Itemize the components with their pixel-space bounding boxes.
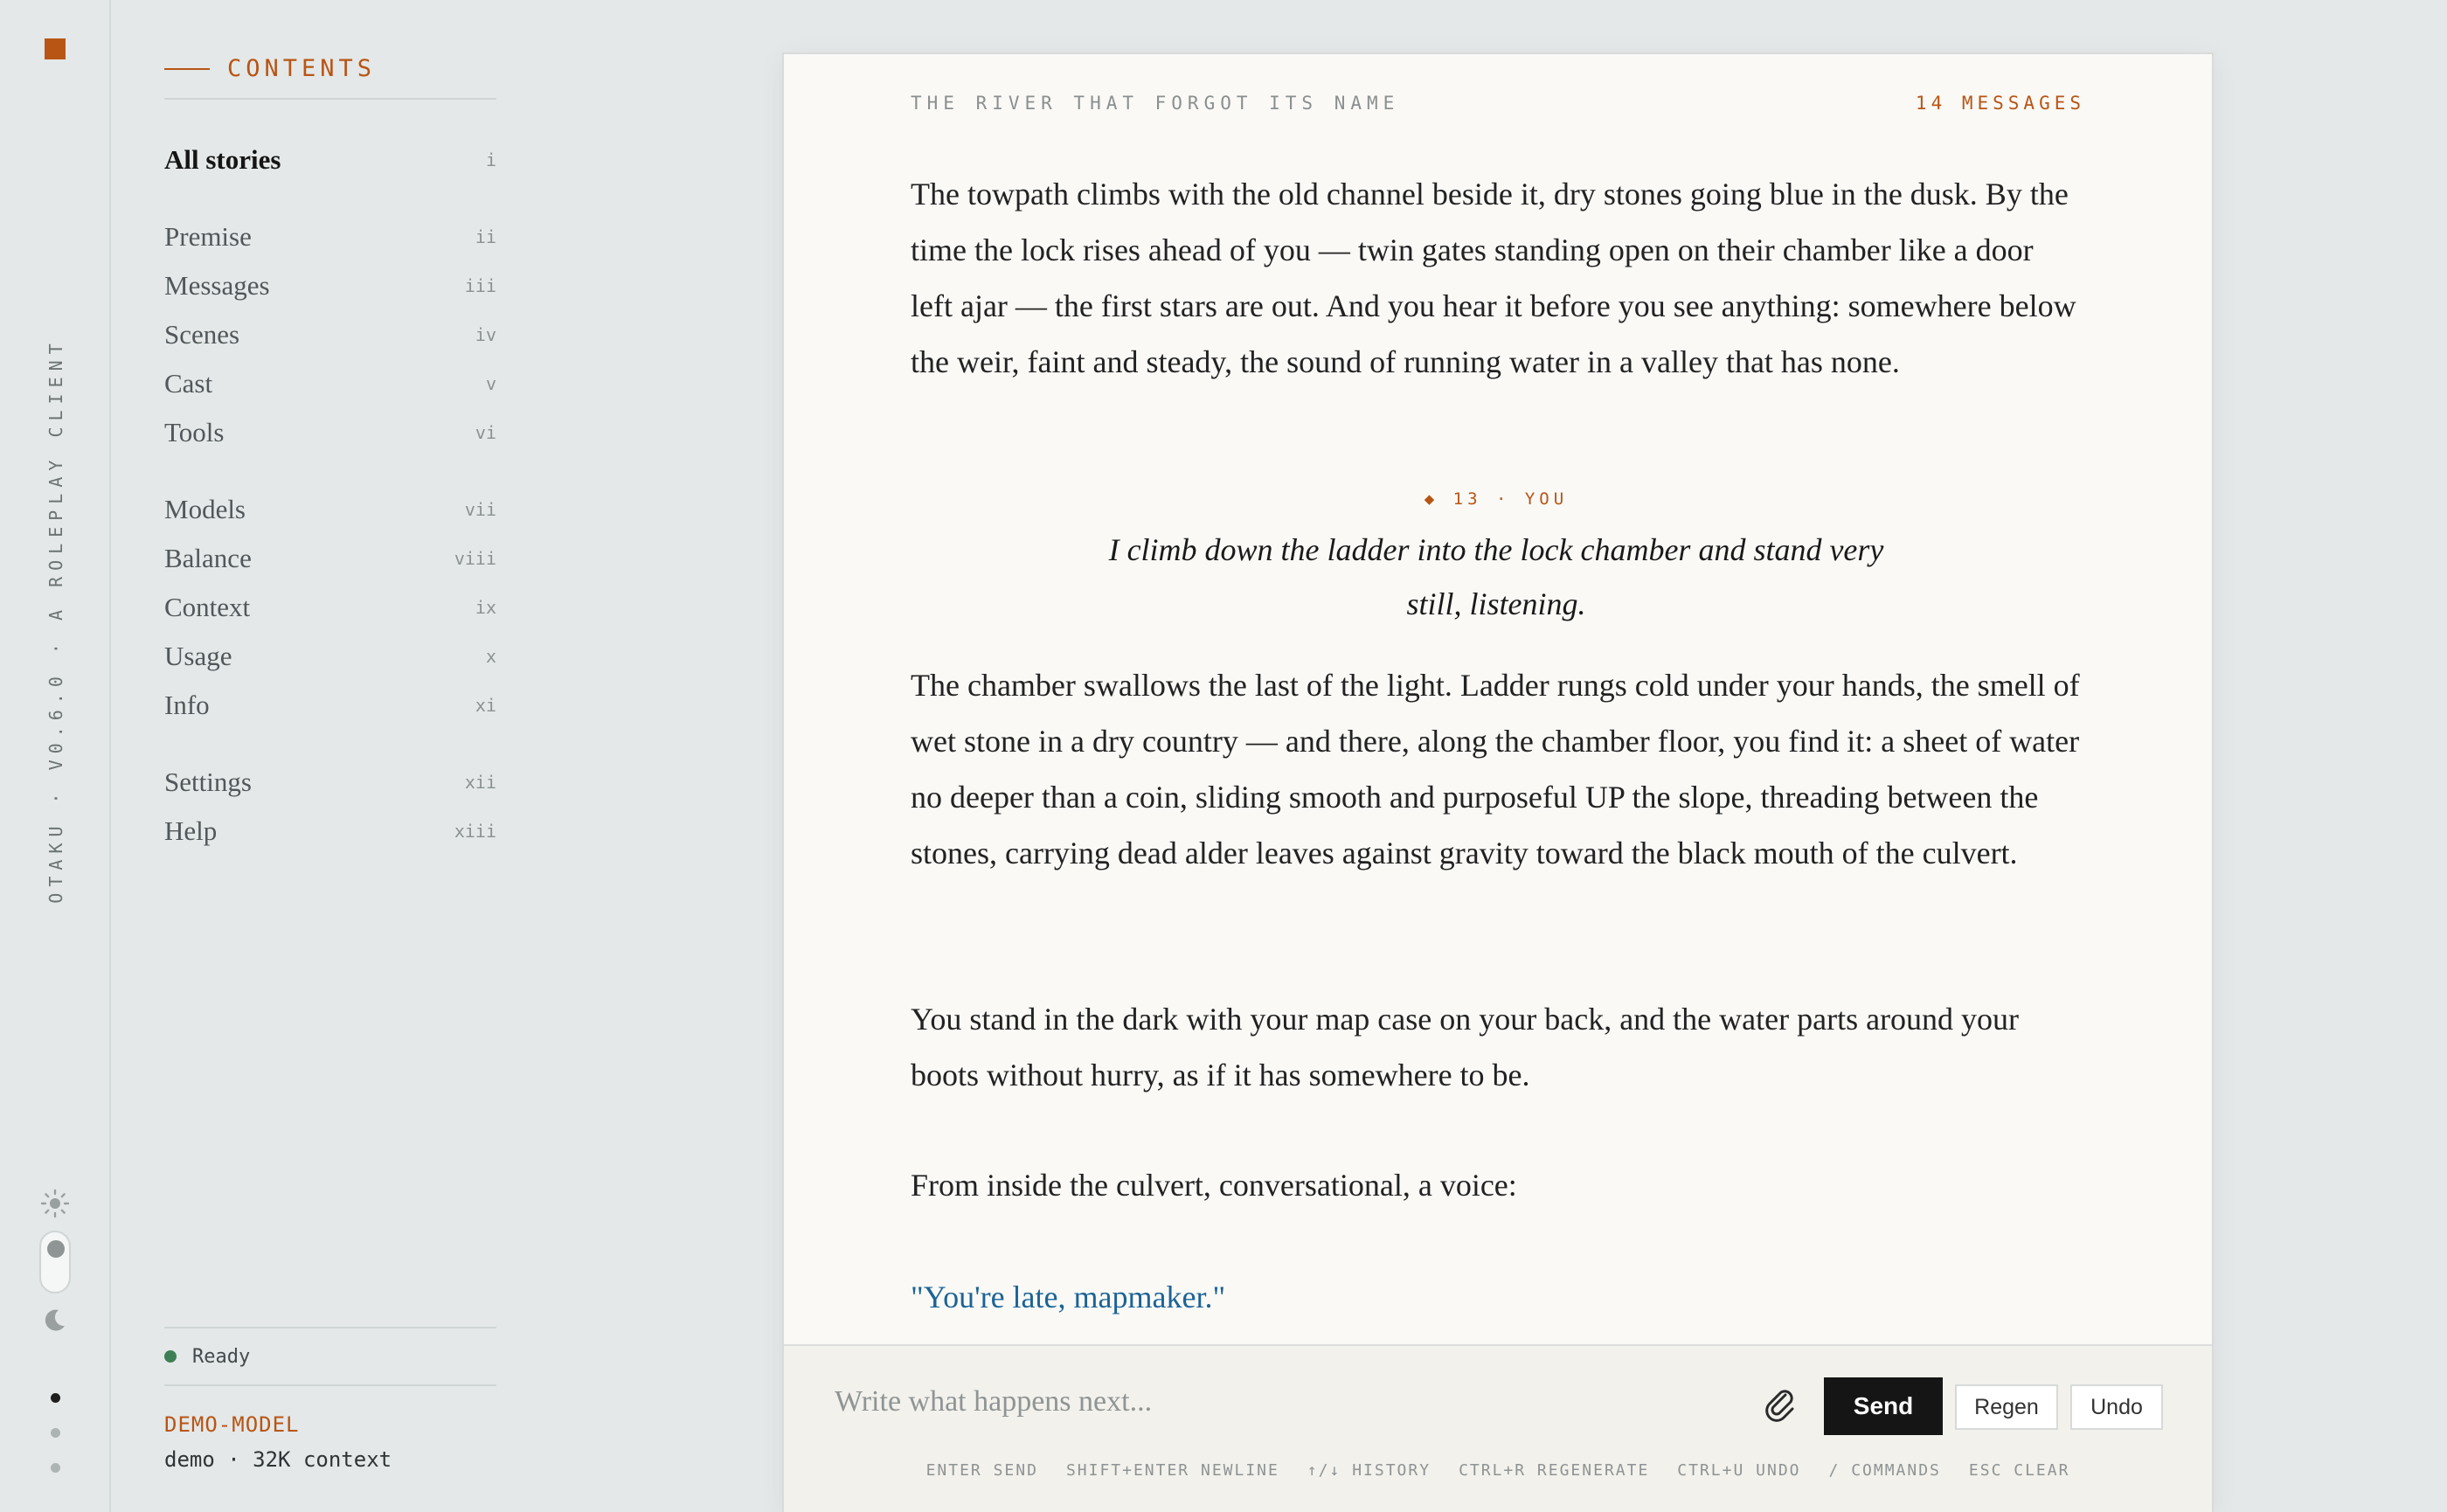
hint-item: ENTER SEND xyxy=(925,1461,1038,1480)
paperclip-icon[interactable] xyxy=(1761,1384,1799,1423)
nav-item-number: x xyxy=(485,646,496,667)
undo-button[interactable]: Undo xyxy=(2070,1384,2163,1430)
hint-item: ESC CLEAR xyxy=(1968,1461,2070,1480)
hint-item: ↑/↓ HISTORY xyxy=(1307,1461,1431,1480)
nav-item-number: v xyxy=(485,373,496,394)
status-text: Ready xyxy=(192,1345,251,1368)
nav-item-cast[interactable] xyxy=(164,364,496,404)
contents-header xyxy=(164,54,496,100)
nav-item-label: Help xyxy=(164,815,218,846)
app-logo[interactable] xyxy=(45,38,66,59)
nav-item-label: Models xyxy=(164,494,246,524)
user-message-label: ◆ 13 · YOU xyxy=(1424,489,1569,509)
nav-item-settings[interactable] xyxy=(164,762,496,802)
contents-rule xyxy=(164,68,210,70)
model-meta: demo · 32K context xyxy=(164,1447,392,1472)
hint-item: CTRL+R REGENERATE xyxy=(1459,1461,1650,1480)
nav-item-messages[interactable] xyxy=(164,266,496,306)
nav-item-number: xi xyxy=(475,695,496,716)
page-dot-3[interactable] xyxy=(51,1463,60,1473)
nav-item-label: All stories xyxy=(164,144,281,175)
hint-item: SHIFT+ENTER NEWLINE xyxy=(1065,1461,1279,1480)
sun-icon[interactable] xyxy=(40,1189,70,1218)
contents-title: CONTENTS xyxy=(227,55,377,82)
nav-item-label: Messages xyxy=(164,270,270,301)
nav-item-number: iv xyxy=(475,324,496,345)
user-message: I climb down the ladder into the lock chamber and stand very still, listening. xyxy=(1108,532,1884,621)
nav-item-number: iii xyxy=(464,275,496,296)
moon-icon[interactable] xyxy=(41,1307,67,1334)
nav-item-label: Context xyxy=(164,592,251,622)
dialogue-line: "You're late, mapmaker." xyxy=(911,1280,1226,1314)
story-panel xyxy=(782,52,2214,1512)
nav-item-number: xii xyxy=(464,772,496,793)
page-dot-2[interactable] xyxy=(51,1428,60,1438)
nav-item-models[interactable] xyxy=(164,489,496,530)
nav-item-all-stories[interactable] xyxy=(164,140,496,180)
narration-paragraph: The chamber swallows the last of the light. Ladder rungs cold under your hands, the smell of wet stone in a dry country — and there, along the chamber floor, you find it: a sheet of water no deeper than a coin, sliding smooth and purposeful UP the slope, threading between the stones, carrying dead alder leaves against gravity toward the black mouth of the culvert. xyxy=(911,668,2080,870)
nav-item-context[interactable] xyxy=(164,587,496,628)
hint-item: / COMMANDS xyxy=(1828,1461,1941,1480)
regen-button[interactable]: Regen xyxy=(1955,1384,2058,1430)
nav-item-label: Balance xyxy=(164,543,252,573)
nav-item-label: Scenes xyxy=(164,319,240,350)
nav-item-label: Cast xyxy=(164,368,213,399)
nav-item-label: Settings xyxy=(164,766,252,797)
connection-status xyxy=(164,1327,496,1386)
narration-paragraph: The towpath climbs with the old channel beside it, dry stones going blue in the dusk. By the time the lock rises ahead of you — twin gates standing open on their chamber like a door left ajar — the first stars are out. And you hear it before you see anything: somewhere below the weir, faint and steady, the sound of running water in a valley that has none. xyxy=(911,177,2076,379)
nav-item-number: ix xyxy=(475,597,496,618)
model-name[interactable]: DEMO-MODEL xyxy=(164,1412,300,1437)
nav-item-label: Premise xyxy=(164,221,252,252)
nav-item-premise[interactable] xyxy=(164,217,496,257)
page-dot-1[interactable] xyxy=(51,1393,60,1403)
nav-item-label: Info xyxy=(164,690,210,720)
narration-paragraph: From inside the culvert, conversational, a voice: xyxy=(911,1168,1517,1203)
nav-item-usage[interactable] xyxy=(164,636,496,676)
story-transcript[interactable] xyxy=(911,166,2082,1346)
nav-item-label: Usage xyxy=(164,641,232,671)
message-count: 14 MESSAGES xyxy=(1915,93,2085,114)
nav-item-balance[interactable] xyxy=(164,538,496,579)
nav-item-info[interactable] xyxy=(164,685,496,725)
nav-item-number: i xyxy=(485,149,496,170)
keyboard-hints xyxy=(784,1461,2212,1480)
left-rail xyxy=(0,0,111,1512)
nav-item-number: xiii xyxy=(454,821,496,842)
nav-item-number: ii xyxy=(475,226,496,247)
nav-item-help[interactable] xyxy=(164,811,496,851)
nav-item-tools[interactable] xyxy=(164,413,496,453)
nav-item-scenes[interactable] xyxy=(164,315,496,355)
send-button[interactable]: Send xyxy=(1824,1377,1943,1435)
nav-item-number: viii xyxy=(454,548,496,569)
composer xyxy=(784,1344,2212,1512)
nav-item-label: Tools xyxy=(164,417,225,447)
story-title: THE RIVER THAT FORGOT ITS NAME xyxy=(911,93,1400,114)
nav-item-number: vii xyxy=(464,499,496,520)
app-version-label: OTAKU · V0.6.0 · A ROLEPLAY CLIENT xyxy=(45,337,66,904)
nav-item-number: vi xyxy=(475,422,496,443)
theme-toggle[interactable] xyxy=(39,1231,71,1294)
narration-paragraph: You stand in the dark with your map case on your back, and the water parts around your boots without hurry, as if it has somewhere to be. xyxy=(911,1002,2020,1092)
contents-sidebar xyxy=(164,0,496,1512)
hint-item: CTRL+U UNDO xyxy=(1677,1461,1801,1480)
message-input[interactable] xyxy=(835,1377,1639,1426)
status-dot xyxy=(164,1350,177,1363)
theme-toggle-knob xyxy=(47,1240,65,1258)
